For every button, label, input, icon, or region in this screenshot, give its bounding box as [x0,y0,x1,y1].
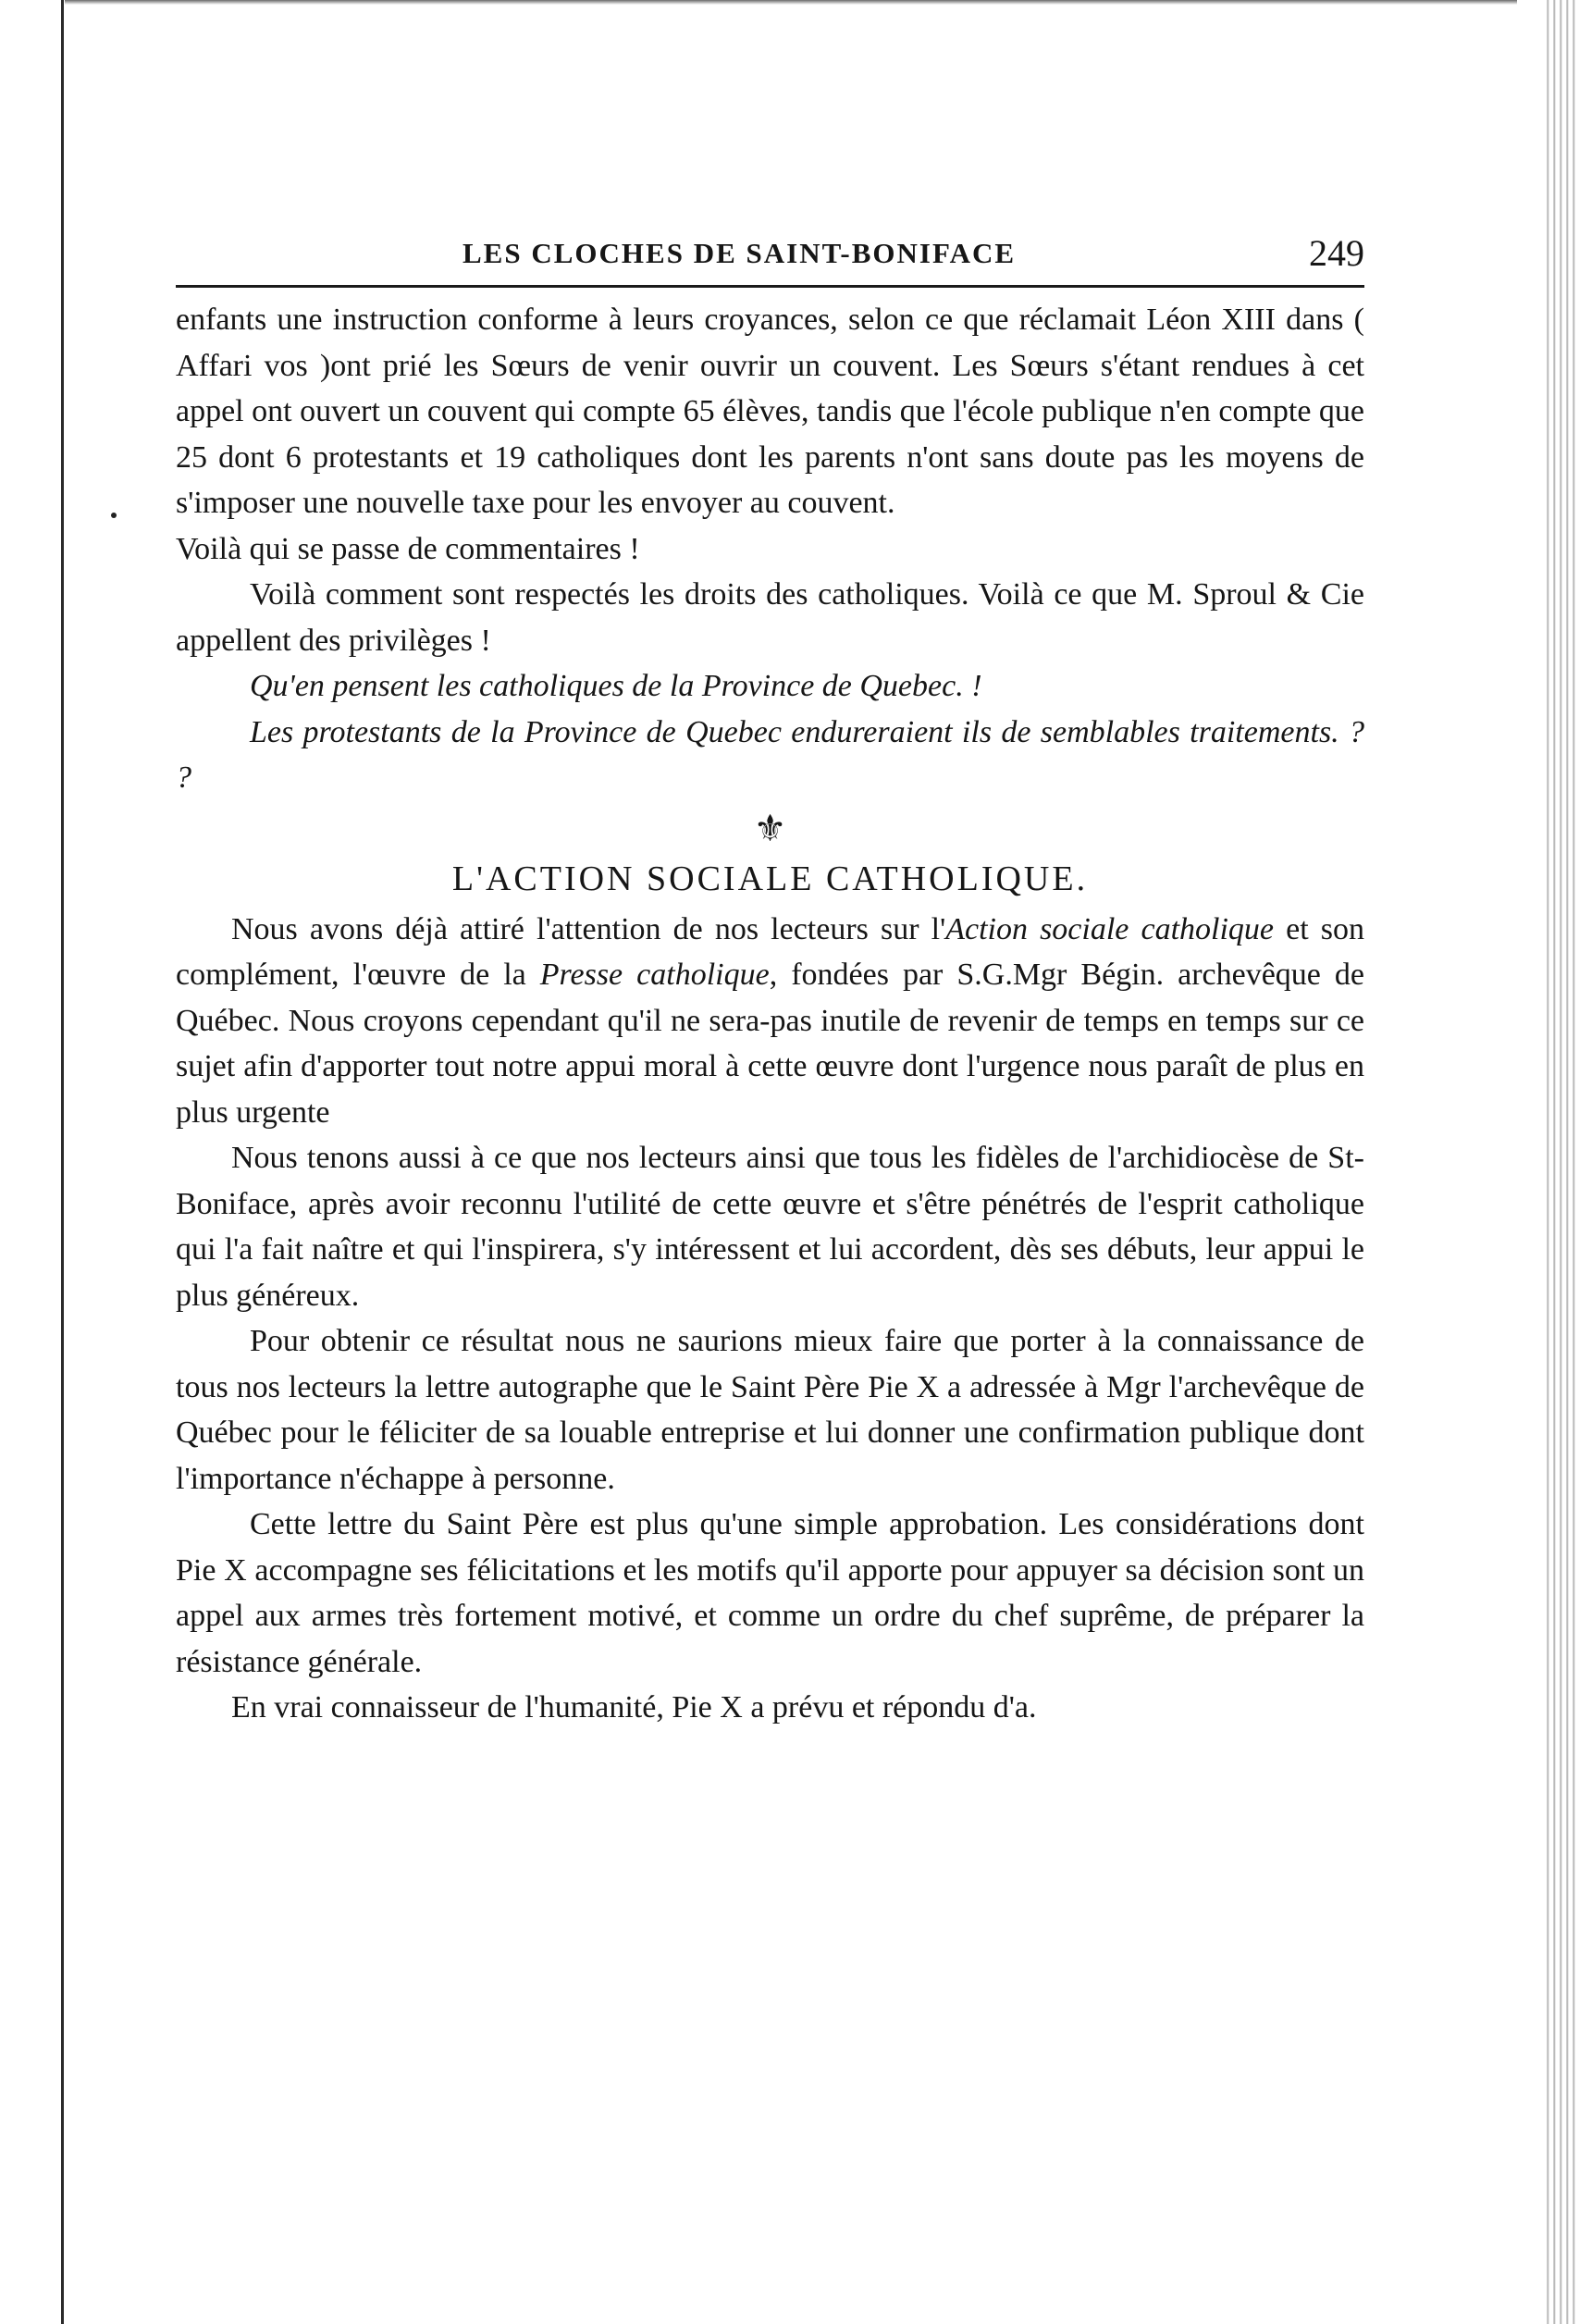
italic-question-quebec: Qu'en pensent les catholiques de la Province de Quebec. ! [250,669,982,703]
fleur-de-lis-ornament: ⚜ [753,807,787,849]
paragraph-continuation: enfants une instruction conforme à leurs croyances, selon ce que réclamait Léon XIII dans ( Affari vos )ont prié les Sœurs de venir ouvrir un couvent. Les Sœurs s'étant rendues à cet appel ont ouvert un couvent qui compte 65 élèves, tandis que l'école publique n'en compte que 25 dont 6 protestants et 19 catholiques dont les parents n'ont sans doute pas les moyens de s'imposer une nouvelle taxe pour les envoyer au couvent. [176,303,1364,520]
scan-binding-edge [1543,0,1579,2324]
page-header [176,222,1364,281]
running-title: LES CLOCHES DE SAINT-BONIFACE [463,237,1017,269]
p6-italic-action-sociale: Action sociale catholique [945,911,1275,946]
p6-text-a: Nous avons déjà attiré l'attention de nos lecteurs sur l' [231,911,946,946]
margin-mark [111,513,117,518]
scan-top-edge [65,0,1517,5]
paragraph-connaisseur: En vrai connaisseur de l'humanité, Pie X a prévu et répondu d'a. [231,1690,1037,1724]
paragraph-resultat: Pour obtenir ce résultat nous ne saurions mieux faire que porter à la connaissance de tous nos lecteurs la lettre autographe que le Saint Père Pie X a adressée à Mgr l'archevêque de Québec pour le féliciter de sa louable entreprise et lui donner une confirmation publique dont l'importance n'échappe à personne. [176,1324,1364,1496]
p6-italic-presse: Presse catholique [539,958,770,992]
paragraph-comment: Voilà qui se passe de commentaires ! [176,531,640,566]
scan-left-edge [61,0,64,2324]
page-number: 249 [1309,232,1364,274]
header-rule [176,285,1364,288]
paragraph-lecteurs: Nous tenons aussi à ce que nos lecteurs ainsi que tous les fidèles de l'archidiocèse de St-Boniface, après avoir reconnu l'utilité de cette œuvre et s'être pénétrés de l'esprit catholique qui l'a fait naître et qui l'inspirera, s'y intéressent et lui accordent, dès ses débuts, leur appui le plus généreux. [176,1141,1364,1313]
paragraph-action-sociale [176,907,1364,1136]
book-page [176,222,1364,1731]
italic-question-protestants: Les protestants de la Province de Quebec endureraient ils de semblables traitements. ? ? [176,714,1364,795]
section-title: L'ACTION SOCIALE CATHOLIQUE. [451,859,1089,898]
body-text [176,297,1364,1731]
p6-text-b: et son complément, l'œuvre de la [176,911,1364,992]
paragraph-rights: Voilà comment sont respectés les droits des catholiques. Voilà ce que M. Sproul & Cie appellent des privilèges ! [176,577,1364,658]
p6-text-c: , fondées par S.G.Mgr Bégin. archevêque de Québec. Nous croyons cependant qu'il ne sera-pas inutile de revenir de temps en temps sur ce sujet afin d'apporter tout notre appui moral à cette œuvre dont l'urgence nous paraît de plus en plus urgente [176,958,1364,1130]
paragraph-lettre: Cette lettre du Saint Père est plus qu'une simple approbation. Les considérations dont Pie X accompagne ses félicitations et les motifs qu'il apporte pour appuyer sa décision sont un appel aux armes très fortement motivé, et comme un ordre du chef suprême, de préparer la résistance générale. [176,1507,1364,1679]
